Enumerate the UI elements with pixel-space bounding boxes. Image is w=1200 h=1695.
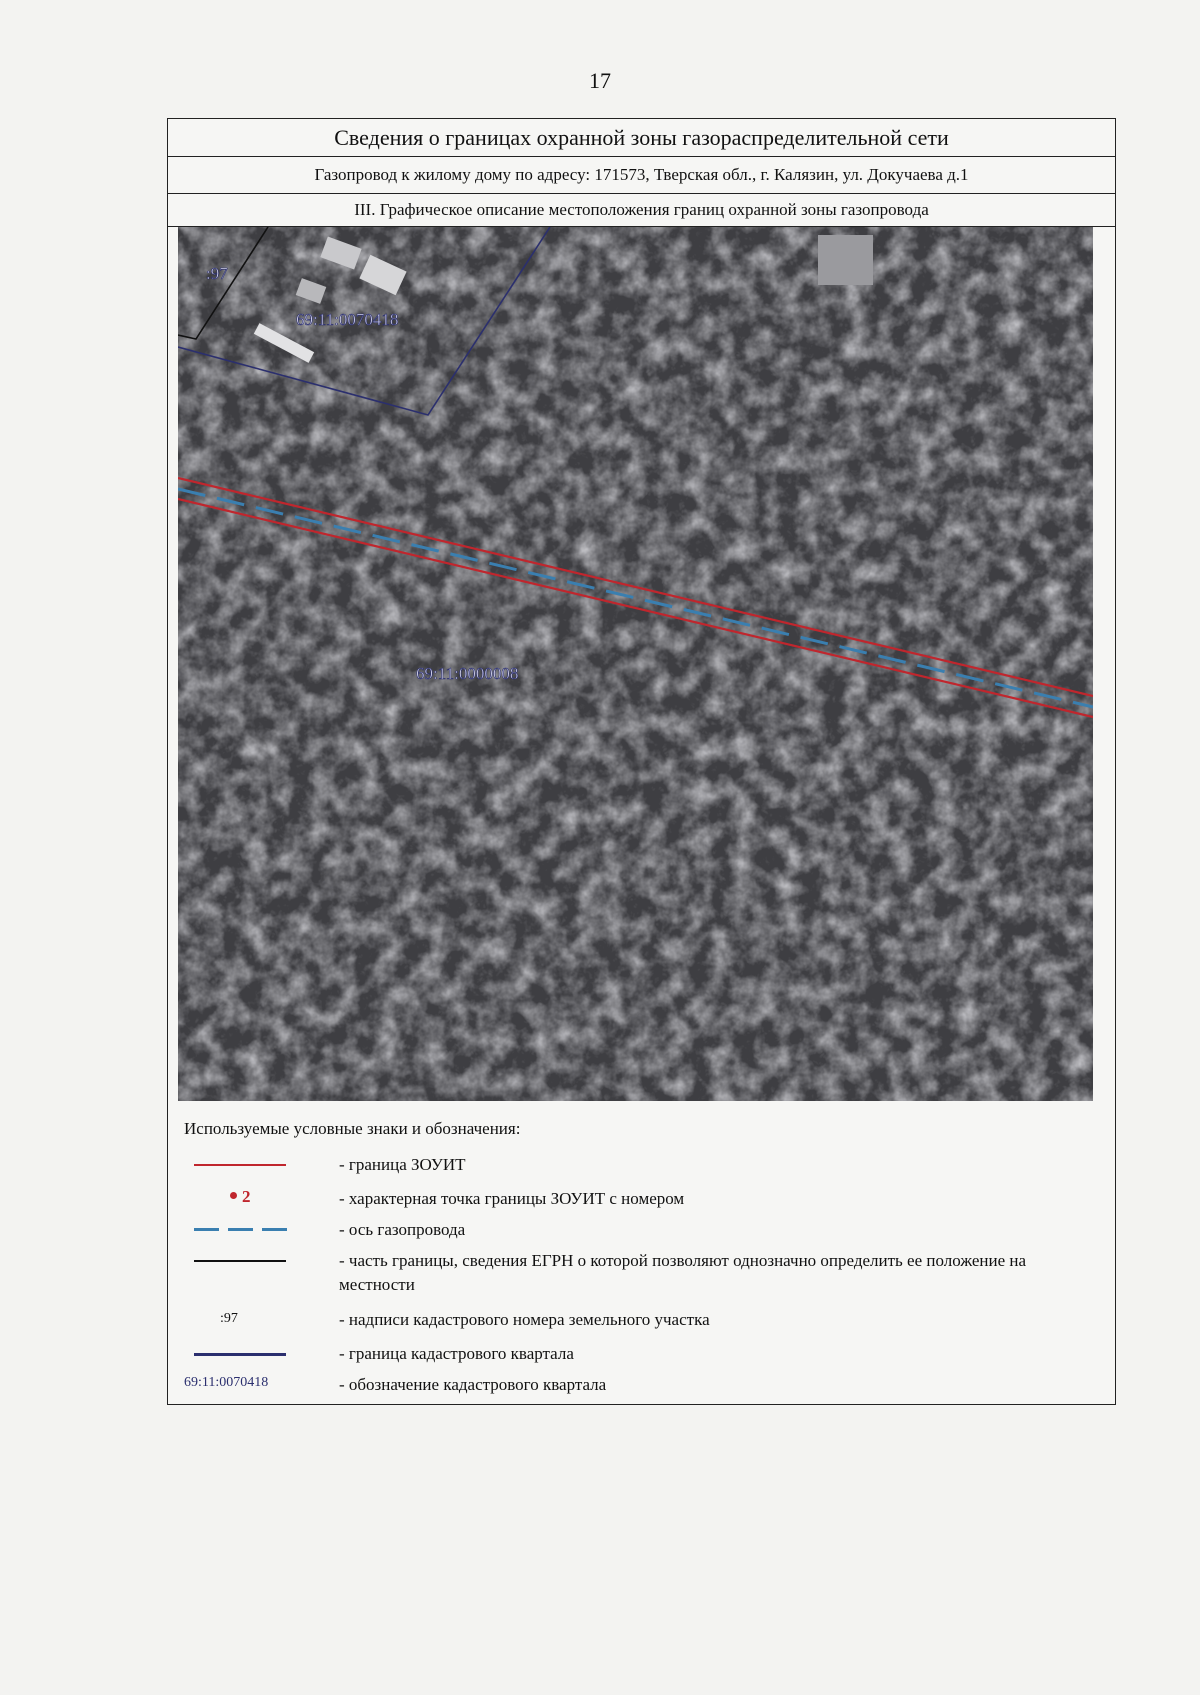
legend-text: - граница ЗОУИТ (339, 1155, 466, 1174)
legend-text: - обозначение кадастрового квартала (339, 1375, 607, 1394)
object-description: Газопровод к жилому дому по адресу: 171573, Тверская обл., г. Калязин, ул. Докучаева д.1 (168, 157, 1115, 194)
document-sheet (167, 118, 1116, 1405)
legend-symbol (184, 1373, 304, 1397)
section-title: III. Графическое описание местоположения границ охранной зоны газопровода (168, 194, 1115, 227)
legend-symbol (184, 1249, 304, 1273)
black-line-icon (194, 1260, 286, 1262)
dashed-line-icon (184, 1218, 304, 1242)
parcel-label-sample: :97 (220, 1311, 238, 1326)
aerial-map (178, 227, 1093, 1101)
page-number: 17 (589, 68, 611, 93)
legend-symbol (184, 1187, 304, 1211)
legend-text: - часть границы, сведения ЕГРН о которой позволяют однозначно определить ее положение на местности (339, 1251, 1027, 1294)
legend-text: - характерная точка границы ЗОУИТ с номером (339, 1189, 685, 1208)
navy-line-icon (194, 1353, 286, 1356)
red-line-icon (194, 1164, 286, 1166)
map-canvas (178, 227, 1093, 1101)
legend-symbol (184, 1153, 304, 1177)
legend-title: Используемые условные знаки и обозначения: (184, 1119, 521, 1138)
point-number: 2 (242, 1187, 251, 1206)
quarter-label-a: 69:11:0070418 (296, 310, 399, 329)
legend-symbol (184, 1342, 304, 1366)
legend-text: - надписи кадастрового номера земельного участка (339, 1310, 710, 1329)
legend-text: - граница кадастрового квартала (339, 1344, 574, 1363)
document-title: Сведения о границах охранной зоны газораспределительной сети (168, 119, 1115, 157)
legend-symbol (184, 1308, 304, 1332)
parcel-label: :97 (206, 264, 228, 283)
legend-text: - ось газопровода (339, 1220, 466, 1239)
quarter-label-b: 69:11:0000008 (416, 664, 519, 683)
red-point-icon (230, 1192, 237, 1199)
quarter-label-sample: 69:11:0070418 (184, 1375, 269, 1390)
